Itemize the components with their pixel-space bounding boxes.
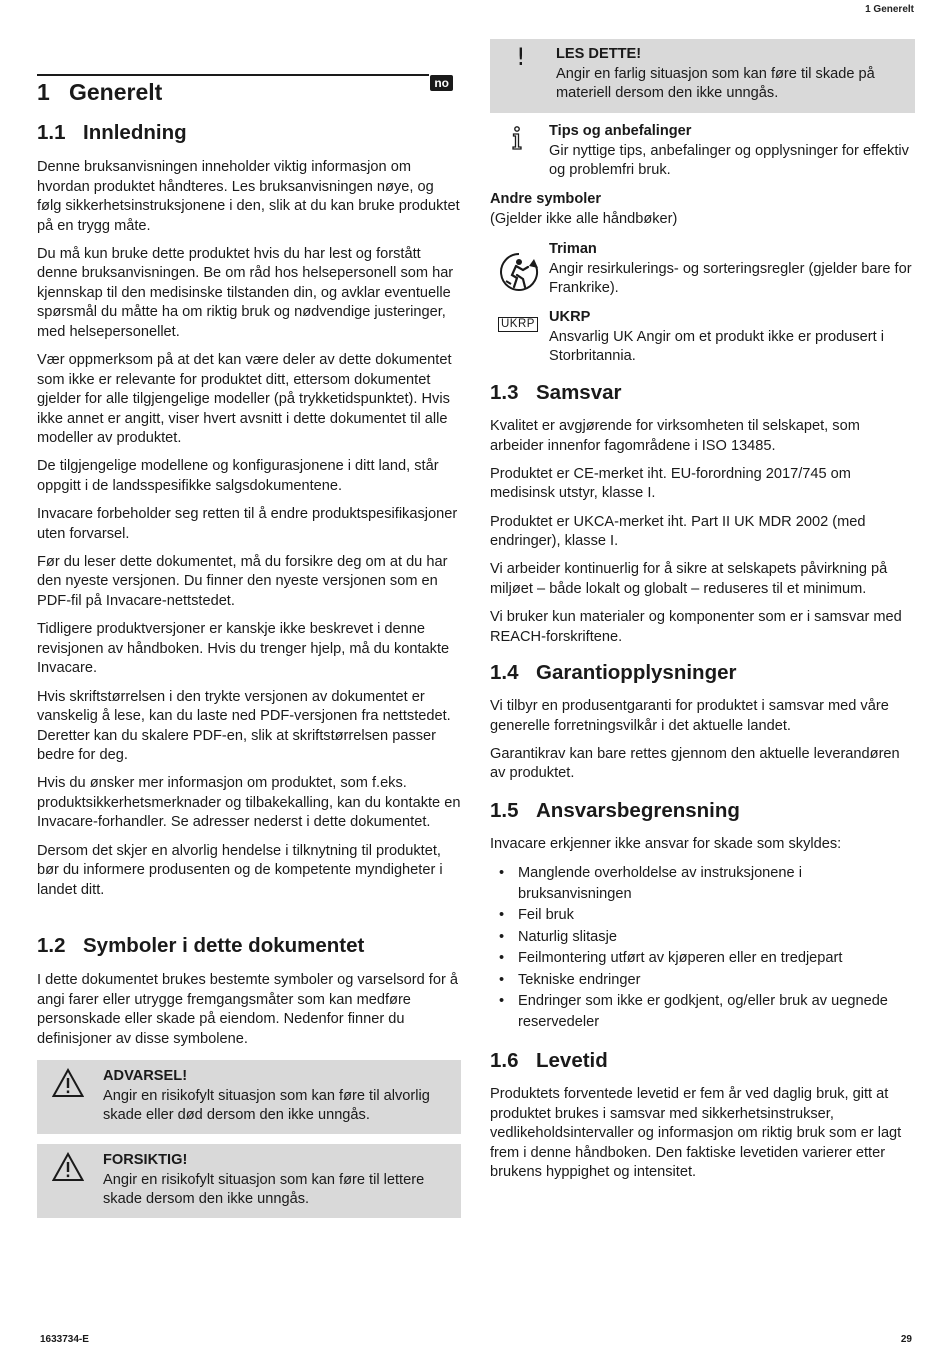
language-badge: no xyxy=(430,75,453,91)
ukrp-icon: UKRP xyxy=(498,317,538,332)
chapter-title xyxy=(37,76,452,106)
paragraph: Denne bruksanvisningen inneholder viktig informasjon om hvordan produktet håndteres. Les bruksanvisningen nøye, og følg sikkerhetsinstruksjonene i den, slik at du kan bruke produktet på en trygg måte. xyxy=(37,159,460,234)
section-title: Symboler i dette dokumentet xyxy=(83,934,365,957)
list-item: • Manglende overholdelse av instruksjonene i bruksanvisningen xyxy=(490,863,890,906)
section-number: 1.3 xyxy=(490,381,519,404)
ukrp-text: Ansvarlig UK Angir om et produkt ikke er produsert i Storbritannia. xyxy=(549,328,884,364)
liability-list xyxy=(490,863,890,1034)
warning-box xyxy=(37,1060,461,1134)
list-item: • Tekniske endringer xyxy=(490,970,890,991)
section-heading-1-6 xyxy=(490,1048,915,1074)
warning-label: ADVARSEL! xyxy=(103,1068,188,1084)
other-symbols-block xyxy=(490,190,915,229)
paragraph: Tidligere produktversjoner er kanskje ikke beskrevet i denne revisjonen av håndboken. Hvis du trenger hjelp, må du kontakte Invacare. xyxy=(37,621,450,677)
notice-box xyxy=(490,39,915,113)
section-title: Levetid xyxy=(536,1049,608,1072)
paragraph: I dette dokumentet brukes bestemte symboler og varselsord for å angi farer eller utrygge fremgangsmåter som kan medføre personskade eller skade på eiendom. Nedenfor finner du definisjoner av disse symbolene. xyxy=(37,972,458,1047)
info-icon xyxy=(510,126,524,155)
section-number: 1.2 xyxy=(37,934,66,957)
section-heading-1-5 xyxy=(490,798,915,824)
caution-triangle-icon xyxy=(52,1152,84,1187)
section-1-6 xyxy=(490,1048,915,1183)
triman-label: Triman xyxy=(549,241,597,257)
section-heading-1-2 xyxy=(37,933,461,959)
section-number: 1.1 xyxy=(37,121,66,144)
paragraph: Invacare erkjenner ikke ansvar for skade som skyldes: xyxy=(490,836,842,852)
paragraph: Du må kun bruke dette produktet hvis du har lest og forstått denne bruksanvisningen. Be om råd hos helsepersonell som har kjennskap til den medisinske tilstanden din, og avklar eventuelle spørsmål du måtte ha om riktig bruk og nødvendige justeringer, med helsepersonellet. xyxy=(37,245,454,340)
paragraph: Garantikrav kan bare rettes gjennom den aktuelle leverandøren av produktet. xyxy=(490,745,900,782)
footer-doc-number: 1633734-E xyxy=(40,1334,89,1345)
paragraph: Vi tilbyr en produsentgaranti for produktet i samsvar med våre generelle forretningsvilkår i det aktuelle landet. xyxy=(490,698,889,734)
section-title: Samsvar xyxy=(536,381,622,404)
notice-text: Angir en farlig situasjon som kan føre til skade på materiell dersom den ikke unngås. xyxy=(556,65,875,101)
caution-text: Angir en risikofylt situasjon som kan føre til lettere skade dersom den ikke unngås. xyxy=(103,1171,425,1207)
triman-recycling-icon xyxy=(498,251,540,298)
section-title: Garantiopplysninger xyxy=(536,661,737,684)
chapter-title-text: Generelt xyxy=(69,79,163,105)
tips-row xyxy=(490,122,915,181)
other-symbols-title: Andre symboler xyxy=(490,191,602,207)
paragraph: Vi arbeider kontinuerlig for å sikre at selskapets påvirkning på miljøet – både lokalt og globalt – reduseres til et minimum. xyxy=(490,561,888,597)
ukrp-row xyxy=(490,308,915,367)
triman-text: Angir resirkulerings- og sorteringsregler (gjelder bare for Frankrike). xyxy=(549,260,912,296)
paragraph: Invacare forbeholder seg retten til å endre produktspesifikasjoner uten forvarsel. xyxy=(37,506,458,542)
paragraph: Vi bruker kun materialer og komponenter som er i samsvar med REACH-forskriftene. xyxy=(490,609,902,645)
section-heading-1-3 xyxy=(490,380,915,406)
list-item: • Feilmontering utført av kjøperen eller en tredjepart xyxy=(490,948,890,969)
section-heading-1-4 xyxy=(490,660,915,686)
running-header: 1 Generelt xyxy=(865,4,914,15)
list-item: • Naturlig slitasje xyxy=(490,927,890,948)
triman-row xyxy=(490,240,915,299)
section-heading-1-1 xyxy=(37,120,461,146)
section-title: Innledning xyxy=(83,121,187,144)
other-symbols-subtitle: (Gjelder ikke alle håndbøker) xyxy=(490,210,678,227)
paragraph: Produktets forventede levetid er fem år ved daglig bruk, gitt at produktet brukes i samsvar med sikkerhetsinstrukser, vedlikeholdsintervaller og informasjon om riktig bruk som er lagt frem i denne håndboken. Den faktiske levetiden varierer etter brukens hyppighet og intensitet. xyxy=(490,1086,902,1180)
paragraph: Kvalitet er avgjørende for virksomheten til selskapet, som arbeider innenfor fagområdene i ISO 13485. xyxy=(490,418,860,454)
chapter-heading-block xyxy=(37,74,452,106)
footer-page-number: 29 xyxy=(900,1334,912,1345)
paragraph: Dersom det skjer en alvorlig hendelse i tilknytning til produktet, bør du informere produsenten og de kompetente myndigheter i landet ditt. xyxy=(37,842,443,898)
section-number: 1.5 xyxy=(490,799,519,822)
tips-label: Tips og anbefalinger xyxy=(549,123,692,139)
section-number: 1.4 xyxy=(490,661,519,684)
warning-triangle-icon xyxy=(52,1068,84,1103)
list-item: • Feil bruk xyxy=(490,905,890,926)
section-1-1 xyxy=(37,120,461,909)
section-1-3 xyxy=(490,380,915,656)
paragraph: Vær oppmerksom på at det kan være deler av dette dokumentet som ikke er relevante for produktet ditt, ettersom dokumentet gjelder for alle tilgjengelige modeller (på trykketidspunktet). Hvis ikke annet er angitt, viser hvert avsnitt i dette dokumentet til alle modeller av produktet. xyxy=(37,352,452,447)
section-1-2 xyxy=(37,933,461,1049)
section-number: 1.6 xyxy=(490,1049,519,1072)
tips-text: Gir nyttige tips, anbefalinger og opplysninger for effektiv og problemfri bruk. xyxy=(549,142,909,178)
paragraph: De tilgjengelige modellene og konfigurasjonene i ditt land, står oppgitt i de landsspesifikke salgsdokumentene. xyxy=(37,458,439,494)
caution-label: FORSIKTIG! xyxy=(103,1152,188,1168)
chapter-number: 1 xyxy=(37,79,50,105)
caution-box xyxy=(37,1144,461,1218)
list-item: • Endringer som ikke er godkjent, og/eller bruk av uegnede reservedeler xyxy=(490,991,890,1034)
exclamation-icon: ! xyxy=(516,43,526,71)
paragraph: Produktet er UKCA-merket iht. Part II UK MDR 2002 (med endringer), klasse I. xyxy=(490,513,866,550)
warning-text: Angir en risikofylt situasjon som kan føre til alvorlig skade eller død dersom den ikke unngås. xyxy=(103,1087,430,1123)
paragraph: Før du leser dette dokumentet, må du forsikre deg om at du har den nyeste versjonen. Du finner den nyeste versjonen som en PDF-fil på Invacare-nettstedet. xyxy=(37,553,448,609)
section-title: Ansvarsbegrensning xyxy=(536,799,740,822)
paragraph: Produktet er CE-merket iht. EU-forordning 2017/745 om medisinsk utstyr, klasse I. xyxy=(490,465,851,502)
paragraph: Hvis du ønsker mer informasjon om produktet, som f.eks. produktsikkerhetsmerknader og tilbakekalling, kan du kontakte en Invacare-forhandler. Se adresser nederst i dette dokumentet. xyxy=(37,775,461,831)
section-1-4 xyxy=(490,660,915,793)
ukrp-label: UKRP xyxy=(549,309,591,325)
section-1-5 xyxy=(490,798,915,1034)
notice-label: LES DETTE! xyxy=(556,46,642,62)
paragraph: Hvis skriftstørrelsen i den trykte versjonen av dokumentet er vanskelig å lese, kan du laste ned PDF-versjonen fra nettstedet. Deretter kan du skalere PDF-en, slik at skriftstørrelsen passer bedre for deg. xyxy=(37,688,451,764)
